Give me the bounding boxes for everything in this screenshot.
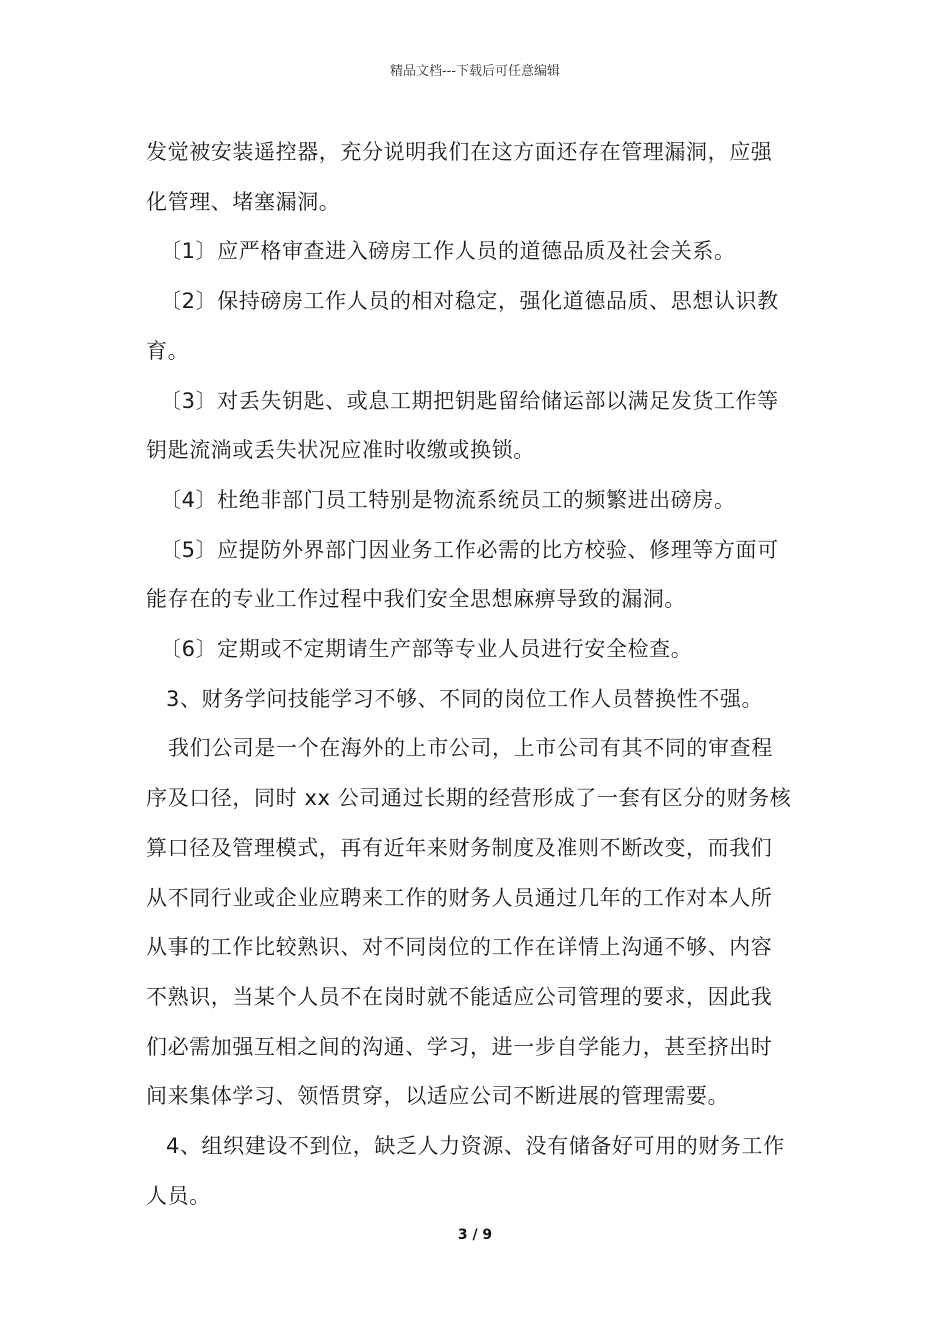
- list-item: 〔1〕应严格审查进入磅房工作人员的道德品质及社会关系。: [160, 239, 736, 264]
- text-line: 发觉被安装遥控器，充分说明我们在这方面还存在管理漏洞，应强: [146, 140, 773, 164]
- list-item: 〔6〕定期或不定期请生产部等专业人员进行安全检查。: [160, 637, 693, 662]
- list-item: 〔4〕杜绝非部门员工特别是物流系统员工的频繁进出磅房。: [160, 487, 736, 512]
- paragraph-line: 们必需加强互相之间的沟通、学习，进一步自学能力，甚至挤出时: [146, 1034, 773, 1059]
- paragraph-line: 不熟识，当某个人员不在岗时就不能适应公司管理的要求，因此我: [146, 984, 773, 1009]
- text-line: 人员。: [146, 1183, 211, 1208]
- list-item: 〔2〕保持磅房工作人员的相对稳定，强化道德品质、思想认识教: [160, 289, 779, 314]
- paragraph-line: 间来集体学习、领悟贯穿，以适应公司不断进展的管理需要。: [146, 1084, 730, 1109]
- list-item: 〔5〕应提防外界部门因业务工作必需的比方校验、修理等方面可: [160, 537, 779, 562]
- paragraph-line: 从不同行业或企业应聘来工作的财务人员通过几年的工作对本人所: [146, 885, 773, 910]
- section-heading: 3、财务学问技能学习不够、不同的岗位工作人员替换性不强。: [166, 686, 764, 711]
- text-line: 能存在的专业工作过程中我们安全思想麻痹导致的漏洞。: [146, 587, 686, 612]
- paragraph-line: 从事的工作比较熟识、对不同岗位的工作在详情上沟通不够、内容: [146, 935, 773, 960]
- document-body: [146, 128, 810, 1221]
- page-header: 精品文档---下载后可任意编辑: [389, 64, 561, 79]
- section-heading: 4、组织建设不到位，缺乏人力资源、没有储备好可用的财务工作: [166, 1134, 785, 1159]
- paragraph-line: 序及口径，同时 xx 公司通过长期的经营形成了一套有区分的财务核: [146, 786, 792, 811]
- paragraph-line: 我们公司是一个在海外的上市公司，上市公司有其不同的审查程: [168, 736, 773, 761]
- paragraph-line: 算口径及管理模式，再有近年来财务制度及准则不断改变，而我们: [146, 835, 773, 860]
- page-number: 3 / 9: [457, 1227, 493, 1243]
- text-line: 钥匙流淌或丢失状况应准时收缴或换锁。: [146, 438, 535, 463]
- text-line: 育。: [146, 338, 190, 363]
- text-line: 化管理、堵塞漏洞。: [146, 189, 341, 214]
- list-item: 〔3〕对丢失钥匙、或息工期把钥匙留给储运部以满足发货工作等: [160, 388, 779, 413]
